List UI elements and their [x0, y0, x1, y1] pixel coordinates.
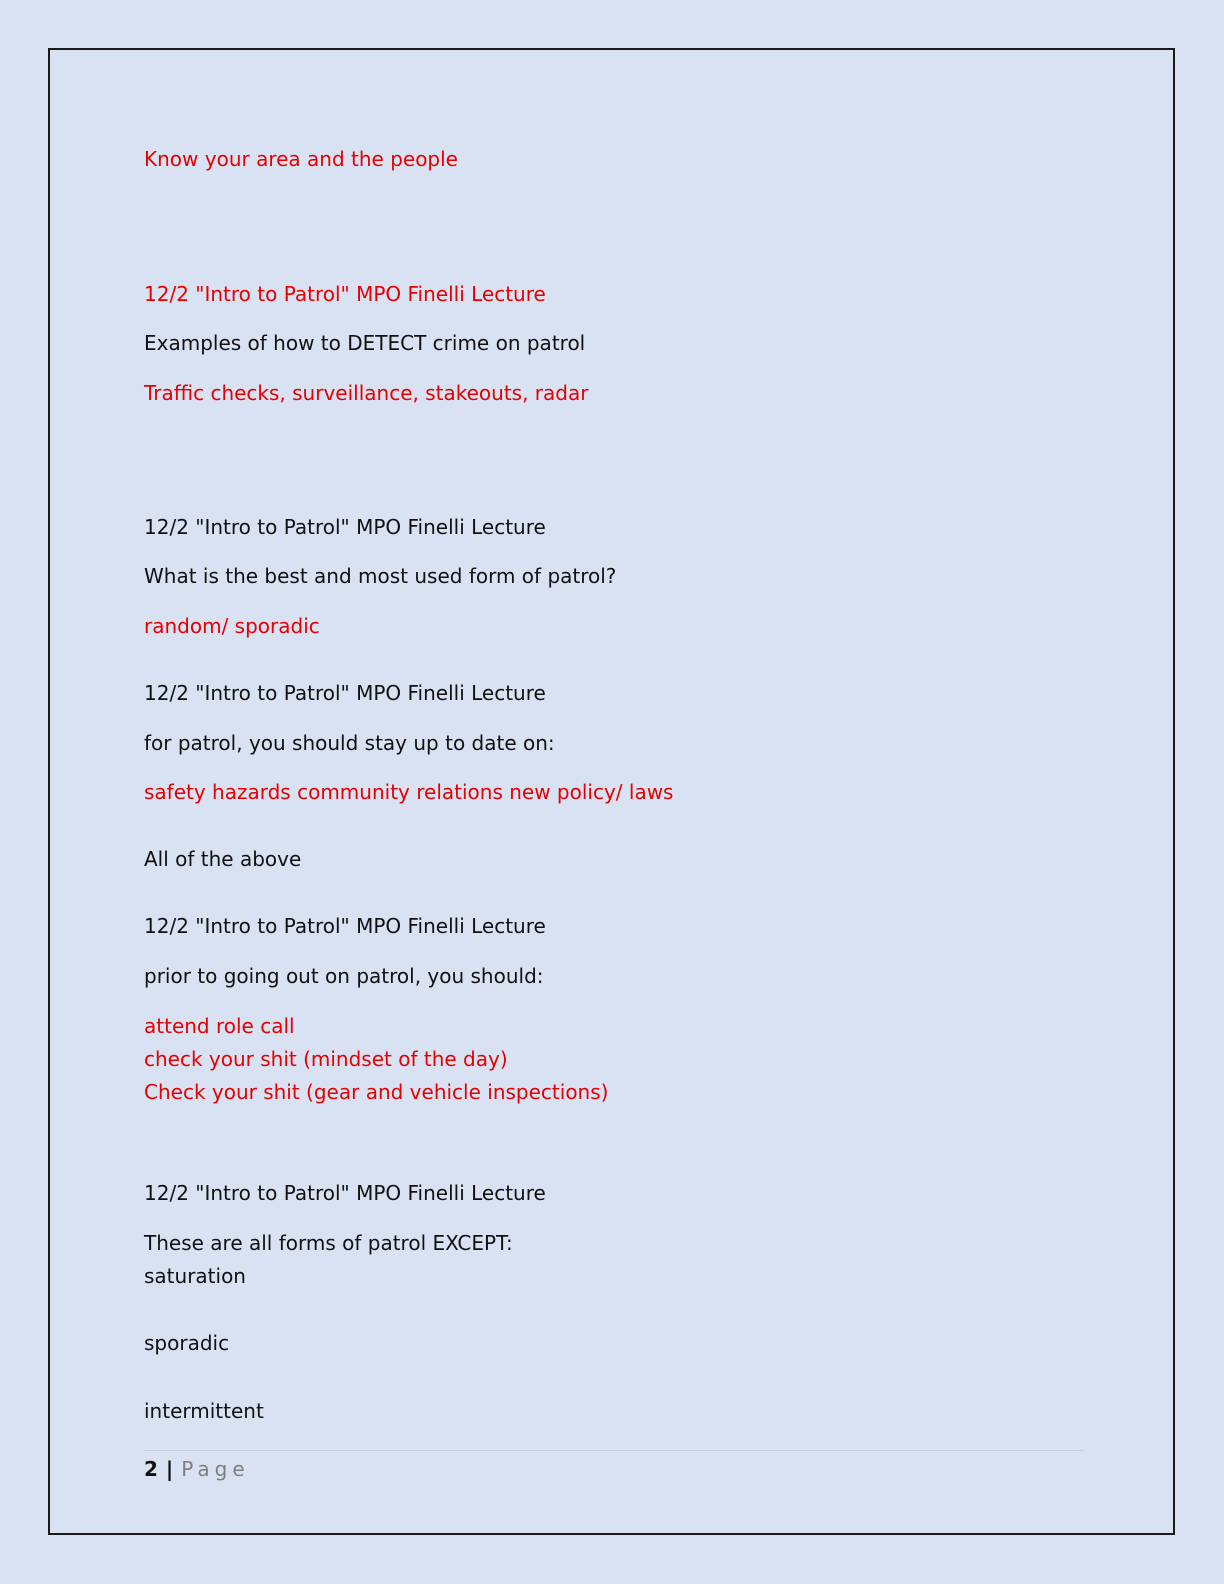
question-detect-crime: Examples of how to DETECT crime on patrol: [144, 331, 586, 355]
question-stay-up-to-date: for patrol, you should stay up to date on:: [144, 731, 555, 755]
question-best-patrol: What is the best and most used form of patrol?: [144, 564, 617, 588]
note-know-your-area: Know your area and the people: [144, 147, 458, 171]
lecture-heading-4: 12/2 "Intro to Patrol" MPO Finelli Lecture: [144, 914, 546, 938]
answer-best-patrol: random/ sporadic: [144, 614, 320, 638]
lecture-heading-2: 12/2 "Intro to Patrol" MPO Finelli Lecture: [144, 515, 546, 539]
answer-mindset: check your shit (mindset of the day): [144, 1047, 508, 1071]
lecture-heading-3: 12/2 "Intro to Patrol" MPO Finelli Lecture: [144, 681, 546, 705]
question-prior-to-patrol: prior to going out on patrol, you should:: [144, 964, 544, 988]
answer-detect-crime: Traffic checks, surveillance, stakeouts, radar: [144, 381, 589, 405]
page-footer: [144, 1457, 250, 1481]
footer-separator: |: [165, 1457, 174, 1481]
page-label: Page: [181, 1457, 250, 1481]
footer-divider: [144, 1450, 1084, 1451]
question-forms-except: These are all forms of patrol EXCEPT:: [144, 1231, 513, 1255]
lecture-heading-1: 12/2 "Intro to Patrol" MPO Finelli Lecture: [144, 282, 546, 306]
option-intermittent: intermittent: [144, 1399, 264, 1423]
option-sporadic: sporadic: [144, 1331, 230, 1355]
answer-gear-inspection: Check your shit (gear and vehicle inspections): [144, 1080, 609, 1104]
option-saturation: saturation: [144, 1264, 246, 1288]
answer-stay-up-to-date: safety hazards community relations new policy/ laws: [144, 780, 674, 804]
answer-all-of-the-above: All of the above: [144, 847, 302, 871]
page-number: 2: [144, 1457, 158, 1481]
answer-role-call: attend role call: [144, 1014, 295, 1038]
lecture-heading-5: 12/2 "Intro to Patrol" MPO Finelli Lecture: [144, 1181, 546, 1205]
